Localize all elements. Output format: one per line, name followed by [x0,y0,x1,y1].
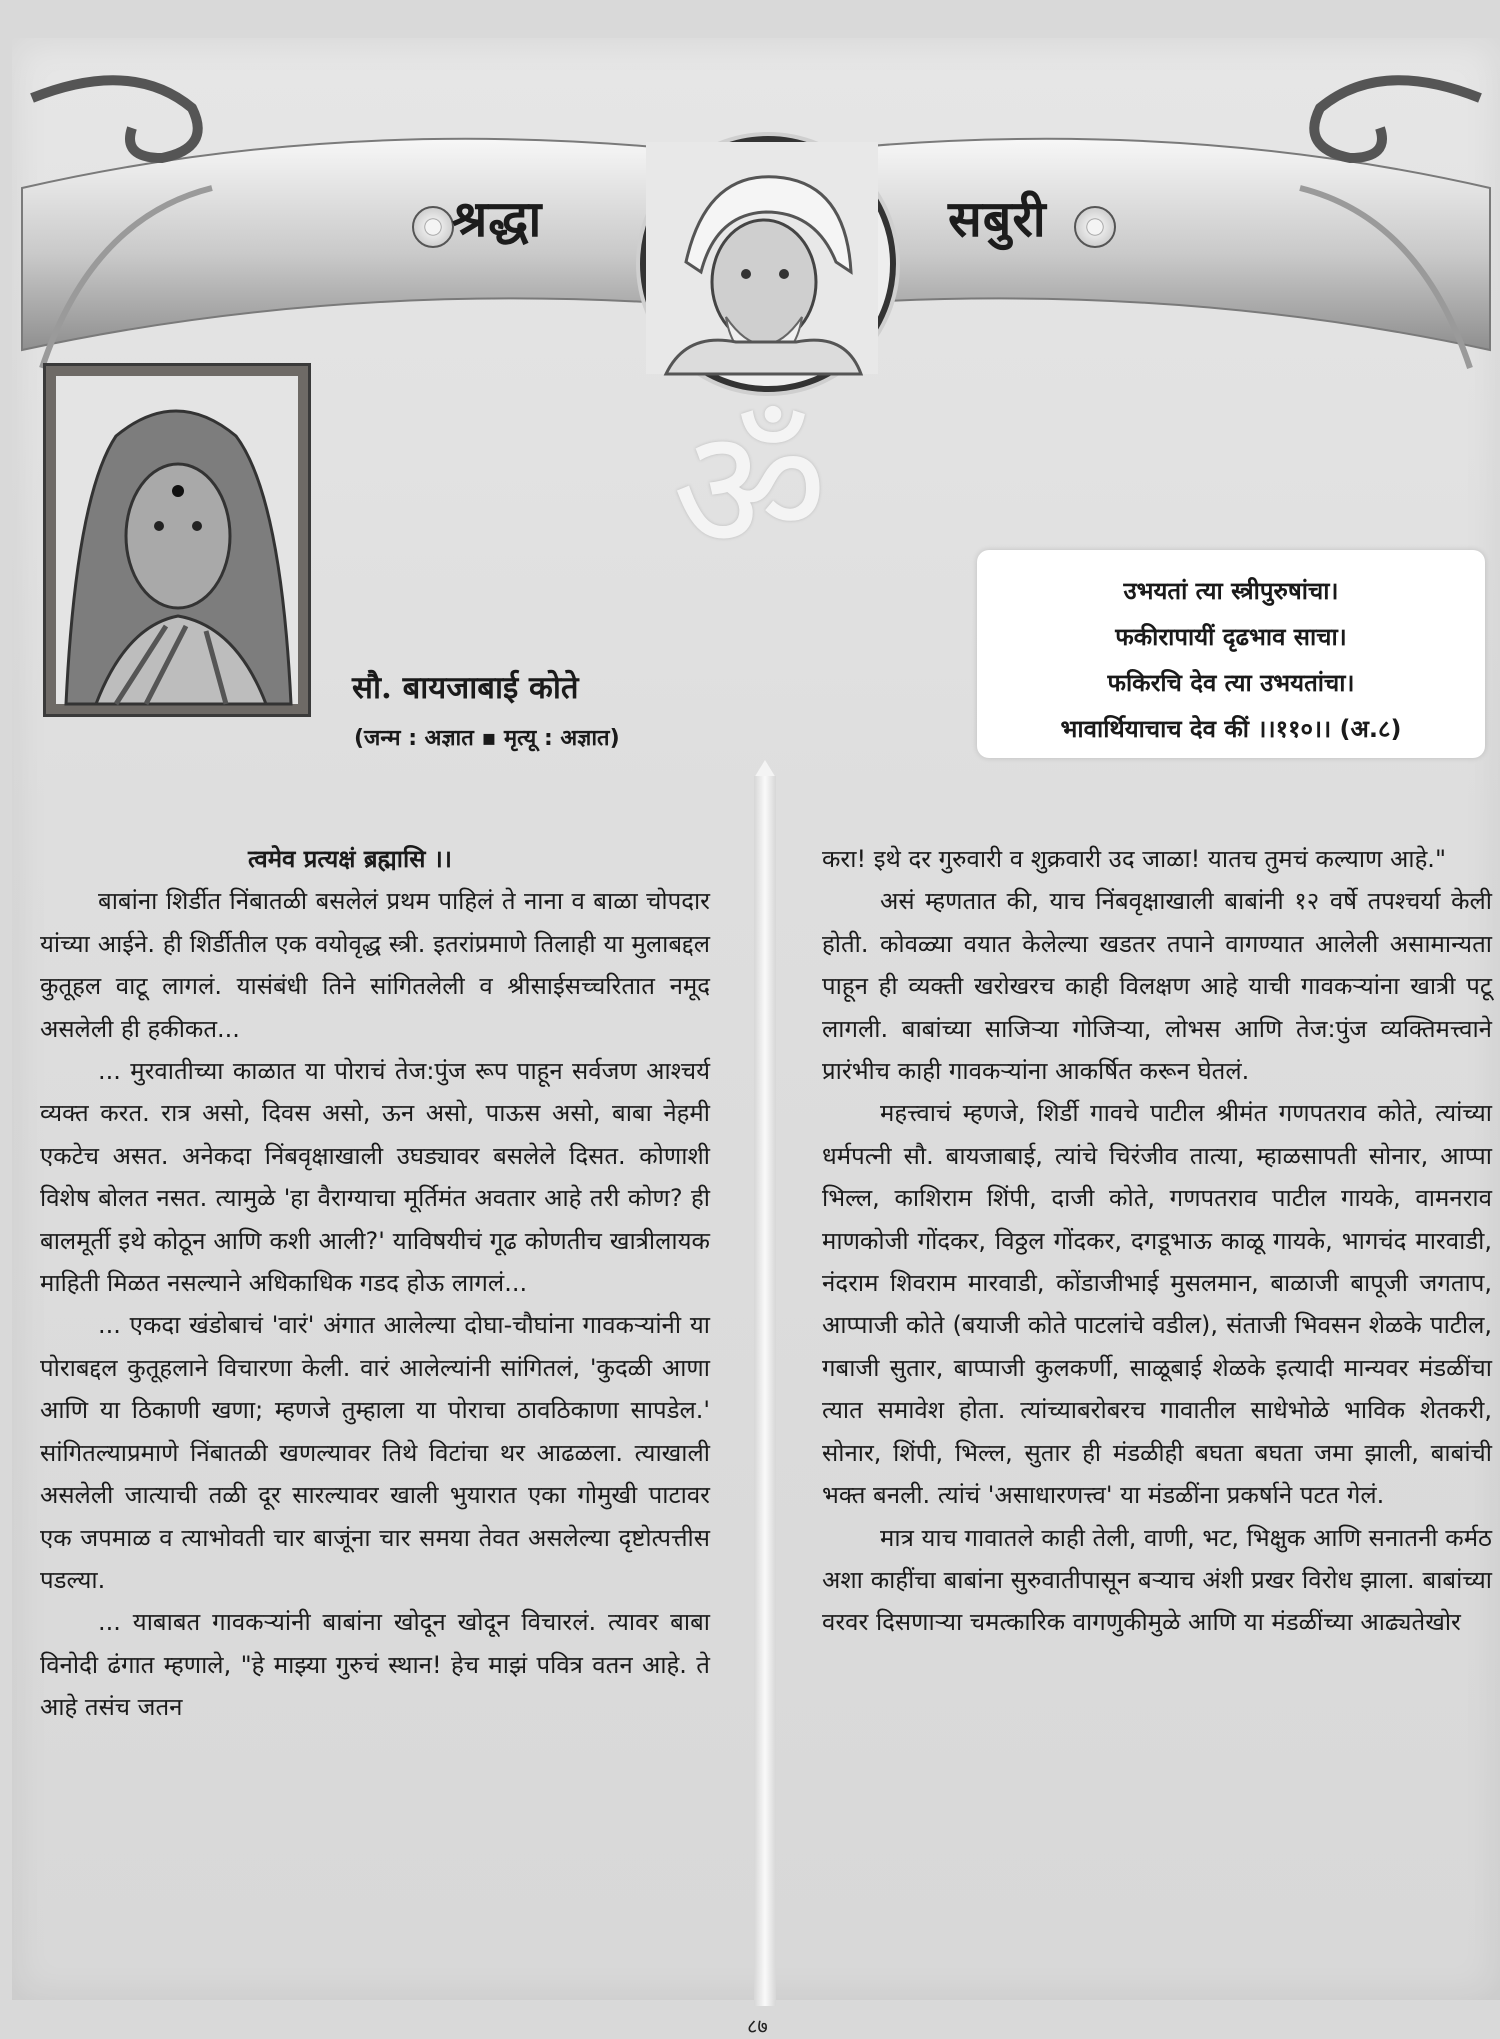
flower-ornament-icon [412,206,454,248]
magazine-page [12,38,1500,2038]
banner-left-word: श्रद्धा [452,189,543,248]
flower-ornament-icon [1074,206,1116,248]
paragraph: करा! इथे दर गुरुवारी व शुक्रवारी उद जाळा! यातच तुमचं कल्याण आहे." [822,845,1446,873]
paragraph: असं म्हणतात की, याच निंबवृक्षाखाली बाबांनी १२ वर्षे तपश्चर्या केली होती. कोवळ्या वयात केलेल्या खडतर तपाने वागण्यात आलेली असामान्यता पाहून ही व्यक्ती खरोखरच काही विलक्षण आहे याची गावकऱ्यांना खात्री पटू लागली. बाबांच्या साजिऱ्या गोजिऱ्या, लोभस आणि तेज:पुंज व्यक्तिमत्त्वाने प्रारंभीच काही गावकऱ्यांना आकर्षित करून घेतलं. [822,887,1492,1086]
om-symbol: ॐ [672,392,828,590]
paragraph: ... याबाबत गावकऱ्यांनी बाबांना खोदून खोदून विचारलं. त्यावर बाबा विनोदी ढंगात म्हणाले, "हे माझ्या गुरुचं स्थान! हेच माझं पवित्र वतन आहे. ते आहे तसंच जतन [40,1608,710,1722]
paragraph: बाबांना शिर्डीत निंबातळी बसलेलं प्रथम पाहिलं ते नाना व बाळा चोपदार यांच्या आईने. ही शिर्डीतील एक वयोवृद्ध स्त्री. इतरांप्रमाणे तिलाही या मुलाबद्दल कुतूहल वाटू लागलं. यासंबंधी तिने सांगितलेली व श्रीसाईसच्चरितात नमूद असलेली ही हकीकत... [40,887,710,1043]
verse-line: फकिरचि देव त्या उभयतांचा। [1107,669,1355,697]
banner-right-word: सबुरी [948,189,1047,248]
paragraph: ... एकदा खंडोबाचं 'वारं' अंगात आलेल्या दोघा-चौघांना गावकऱ्यांनी या पोराबद्दल कुतूहलाने विचारणा केली. वारं आलेल्यांनी सांगितलं, 'कुदळी आणा आणि या ठिकाणी खणा; म्हणजे तुम्हाला या पोराचा ठावठिकाणा सापडेल.' सांगितल्याप्रमाणे निंबातळी खणल्यावर तिथे विटांचा थर आढळला. त्याखाली असलेली जात्याची तळी दूर सारल्यावर खाली भुयारात एका गोमुखी पाटावर एक जपमाळ व त्याभोवती चार बाजूंना चार समया तेवत असलेल्या दृष्टोत्पत्तीस पडल्या. [40,1311,710,1594]
verse-line: उभयतां त्या स्त्रीपुरुषांचा। [1123,577,1339,605]
right-column [822,838,1492,1644]
saint-portrait [640,136,896,392]
verse-box [977,550,1485,758]
person-name: सौ. बायजाबाई कोते [352,670,579,706]
paragraph: ... मुरवातीच्या काळात या पोराचं तेज:पुंज रूप पाहून सर्वजण आश्चर्य व्यक्त करत. रात्र असो, दिवस असो, ऊन असो, पाऊस असो, बाबा नेहमी एकटेच असत. अनेकदा निंबवृक्षाखाली उघड्यावर बसलेले दिसत. कोणाशी विशेष बोलत नसत. त्यामुळे 'हा वैराग्याचा मूर्तिमंत अवतार आहे तरी कोण? ही बालमूर्ती इथे कोठून आणि कशी आली?' याविषयीचं गूढ कोणतीच खात्रीलायक माहिती मिळत नसल्याने अधिकाधिक गडद होऊ लागलं... [40,1057,710,1298]
verse-line: फकीरापायीं दृढभाव साचा। [1115,623,1347,651]
paragraph: महत्त्वाचं म्हणजे, शिर्डी गावचे पाटील श्रीमंत गणपतराव कोते, त्यांच्या धर्मपत्नी सौ. बायजाबाई, त्यांचे चिरंजीव तात्या, म्हाळसापती सोनार, आप्पा भिल्ल, काशिराम शिंपी, दाजी कोते, गणपतराव पाटील गायके, वामनराव माणकोजी गोंदकर, विठ्ठल गोंदकर, दगडूभाऊ काळू गायके, भागचंद मारवाडी, नंदराम शिवराम मारवाडी, कोंडाजीभाई मुसलमान, बाळाजी बापूजी जगताप, आप्पाजी कोते (बयाजी कोते पाटलांचे वडील), संताजी भिवसन शेळके पाटील, गबाजी सुतार, बाप्पाजी कुलकर्णी, साळूबाई शेळके इत्यादी मान्यवर मंडळींचा त्यात समावेश होता. त्यांच्याबरोबरच गावातील साधेभोळे भाविक शेतकरी, सोनार, शिंपी, भिल्ल, सुतार ही मंडळीही बघता बघता जमा झाली, बाबांची भक्त बनली. त्यांचं 'असाधारणत्त्व' या मंडळींना प्रकर्षाने पटत गेलं. [822,1099,1492,1510]
section-heading: त्वमेव प्रत्यक्षं ब्रह्मासि ।। [248,845,452,873]
paragraph: मात्र याच गावातले काही तेली, वाणी, भट, भिक्षुक आणि सनातनी कर्मठ अशा काहींचा बाबांना सुरुवातीपासून बऱ्याच अंशी प्रखर विरोध झाला. बाबांच्या वरवर दिसणाऱ्या चमत्कारिक वागणुकीमुळे आणि या मंडळींच्या आढ्यतेखोर [822,1523,1493,1637]
person-dates: (जन्म : अज्ञात ▪ मृत्यू : अज्ञात) [354,726,620,751]
column-divider [754,776,776,2006]
page-number: ८७ [747,2014,768,2038]
framed-portrait [46,366,308,714]
left-column [40,838,710,1729]
verse-line: भावार्थियाचाच देव कीं ।।११०।। (अ.८) [1060,715,1402,743]
